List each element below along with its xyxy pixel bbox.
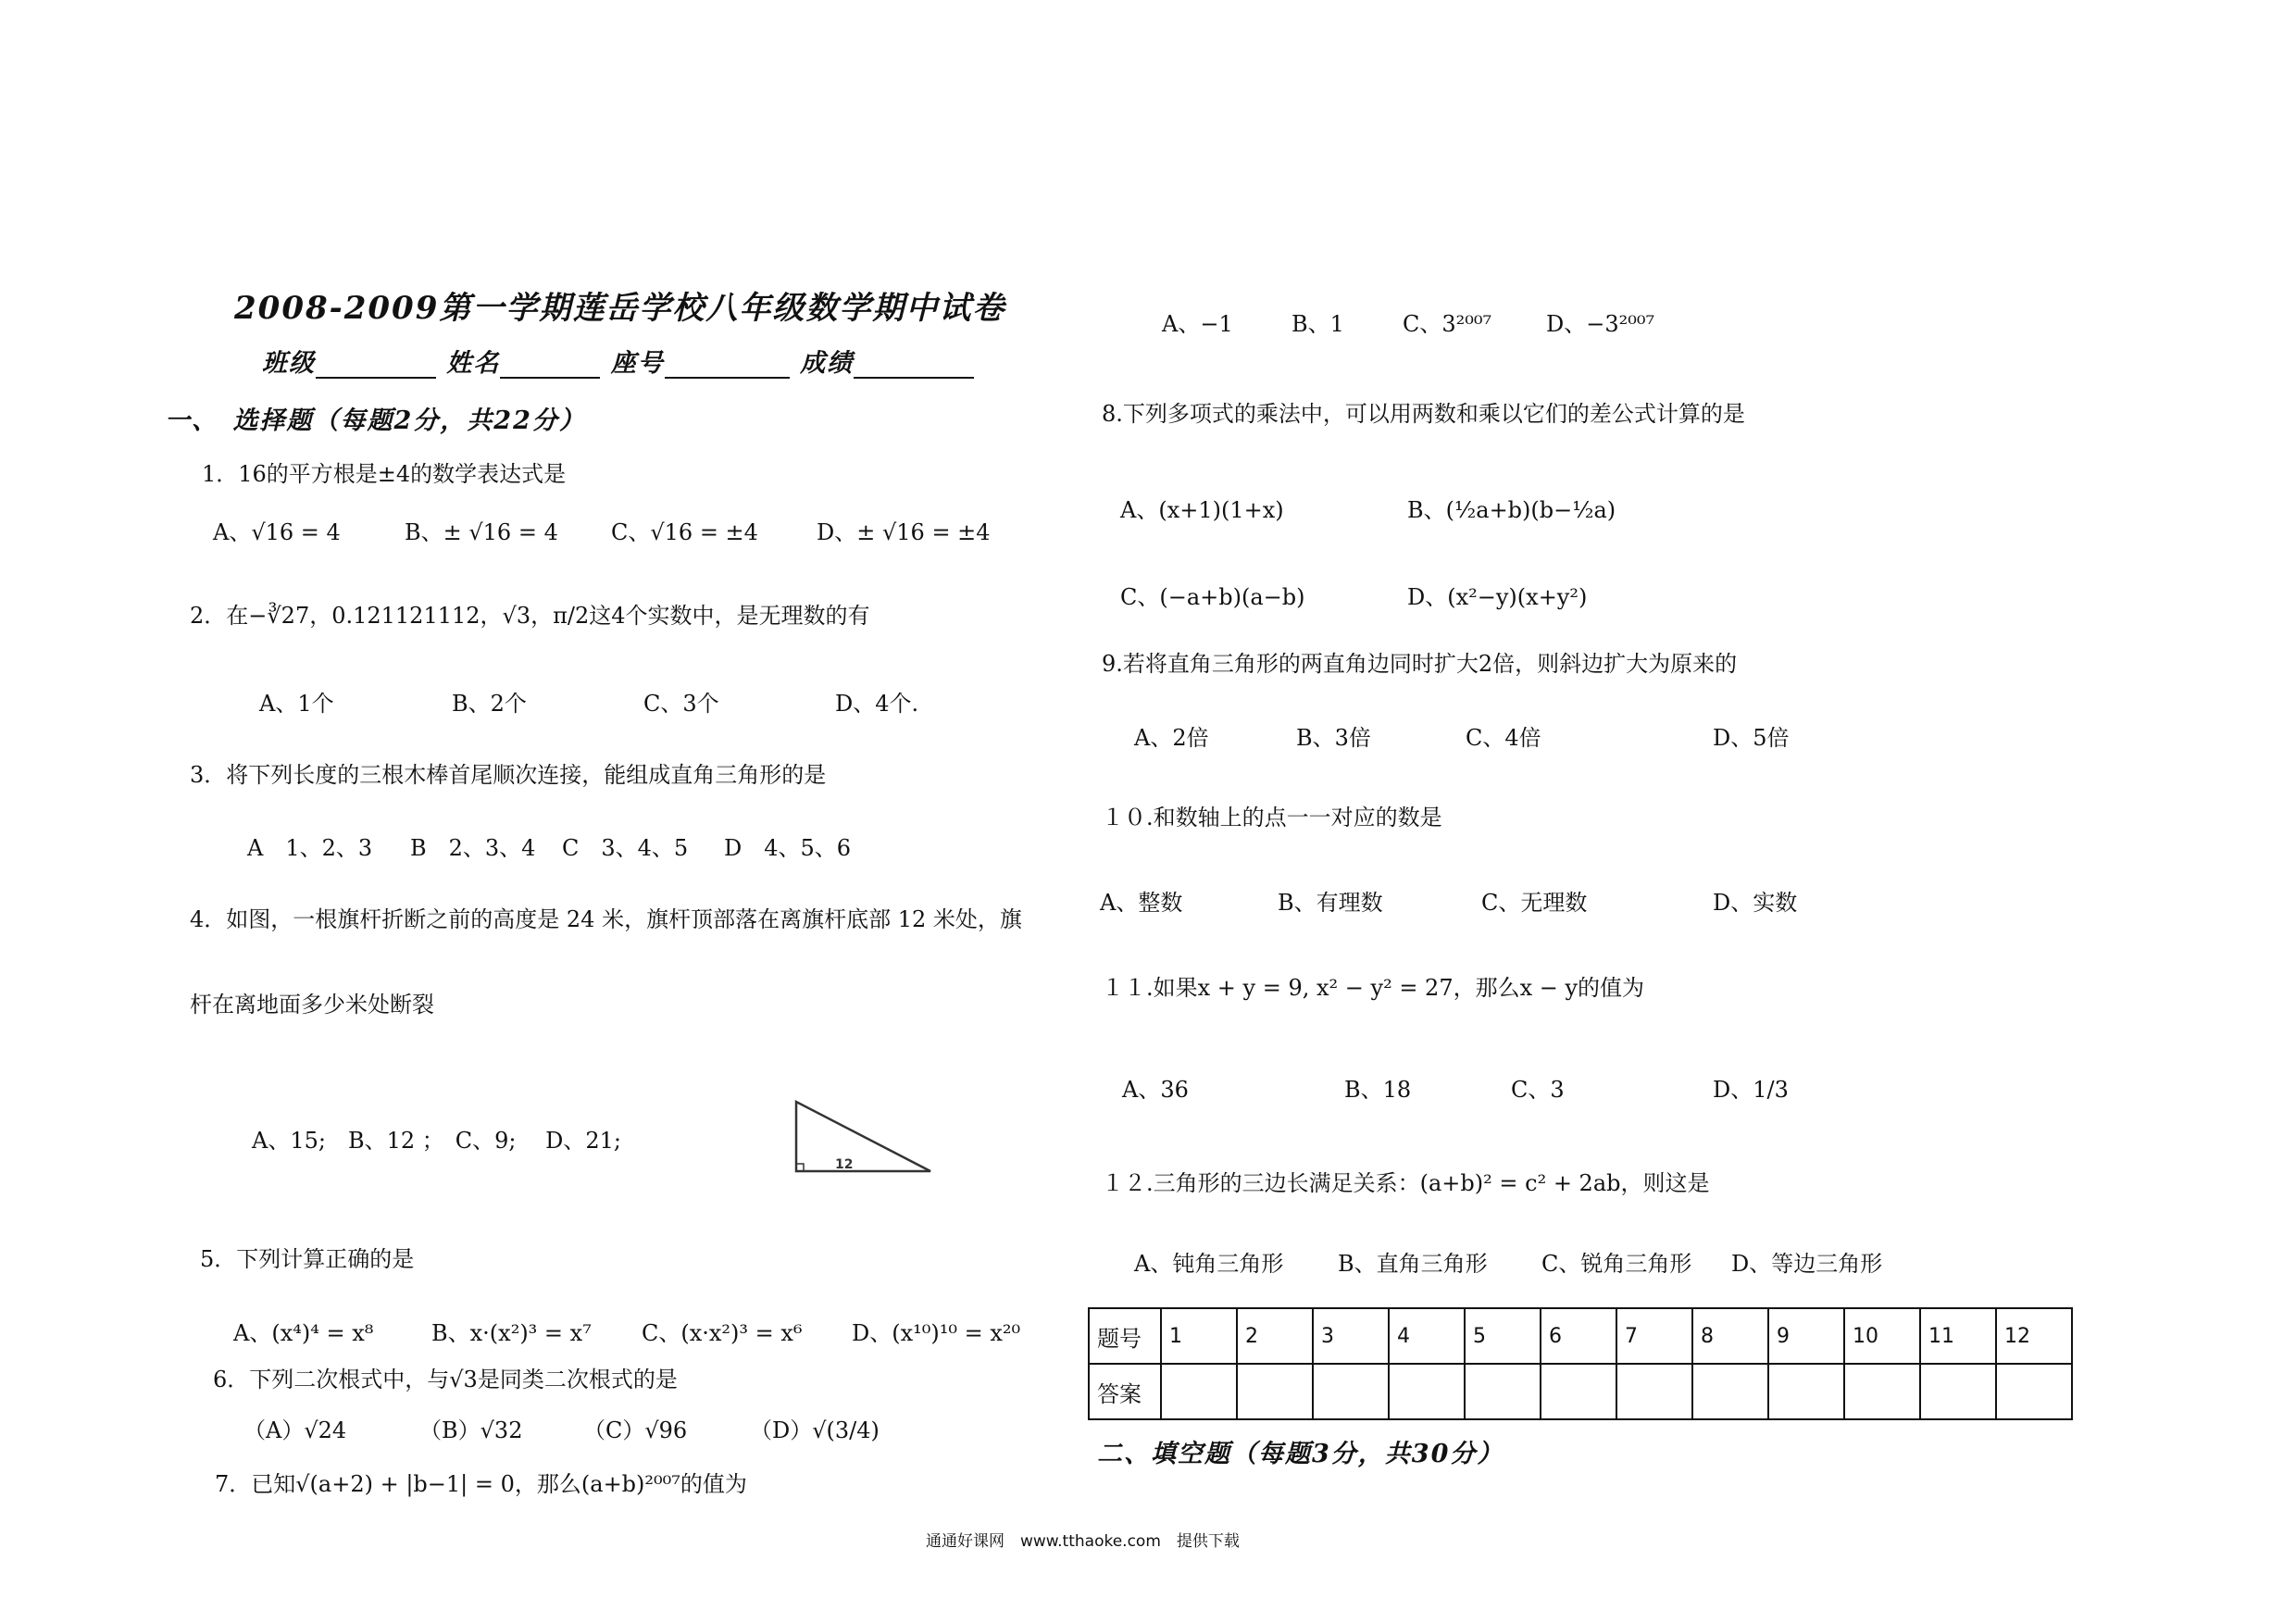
q4-base-label: 12 — [835, 1157, 854, 1172]
q8-option-c: C、(−a+b)(a−b) — [1120, 584, 1305, 610]
name-blank[interactable] — [500, 377, 600, 379]
q4-stem-line1: 4．如图，一根旗杆折断之前的高度是 24 米，旗杆顶部落在离旗杆底部 12 米处，旗 — [190, 906, 1022, 932]
q4-triangle — [796, 1102, 930, 1171]
q7-option-b: B、1 — [1292, 311, 1344, 337]
q1-option-b: B、± √16 = 4 — [405, 519, 558, 545]
answer-cell[interactable] — [1996, 1364, 2072, 1419]
question-number-cell: 1 — [1161, 1308, 1237, 1364]
name-label: 姓名 — [446, 349, 501, 378]
q9-option-c: C、4倍 — [1466, 725, 1541, 751]
question-number-cell: 4 — [1389, 1308, 1465, 1364]
number-row-label: 题号 — [1089, 1308, 1161, 1364]
q2-stem: 2．在−∛27，0.121121112，√3，π/2这4个实数中，是无理数的有 — [190, 603, 870, 629]
q8-option-a: A、(x+1)(1+x) — [1120, 497, 1284, 523]
answer-cell[interactable] — [1161, 1364, 1237, 1419]
q6-stem: 6．下列二次根式中，与√3是同类二次根式的是 — [213, 1367, 678, 1392]
q12-option-a: A、钝角三角形 — [1134, 1251, 1284, 1277]
q5-stem: 5．下列计算正确的是 — [200, 1246, 415, 1272]
answer-cell[interactable] — [1389, 1364, 1465, 1419]
q11-option-a: A、36 — [1122, 1077, 1189, 1103]
student-info-line — [262, 343, 974, 379]
q5-option-d: D、(x¹⁰)¹⁰ = x²⁰ — [852, 1320, 1021, 1346]
answer-table-number-row — [1089, 1308, 2072, 1364]
q4-options: A、15; B、12 ； C、9; D、21; — [252, 1128, 621, 1154]
question-number-cell: 7 — [1616, 1308, 1692, 1364]
q3-stem: 3．将下列长度的三根木棒首尾顺次连接，能组成直角三角形的是 — [190, 762, 827, 788]
score-blank[interactable] — [854, 377, 974, 379]
q7-option-a: A、−1 — [1162, 311, 1233, 337]
question-number-cell: 6 — [1541, 1308, 1616, 1364]
q11-option-c: C、3 — [1511, 1077, 1565, 1103]
q9-option-a: A、2倍 — [1134, 725, 1209, 751]
answer-cell[interactable] — [1844, 1364, 1920, 1419]
q9-option-b: B、3倍 — [1296, 725, 1371, 751]
q1-option-d: D、± √16 = ±4 — [817, 519, 991, 545]
q6-option-b: （B）√32 — [419, 1417, 523, 1443]
question-number-cell: 3 — [1313, 1308, 1389, 1364]
class-blank[interactable] — [316, 377, 436, 379]
seat-label: 座号 — [610, 349, 665, 378]
q3-option-b: B 2、3、4 — [410, 835, 536, 861]
q1-option-a: A、√16 = 4 — [213, 519, 341, 545]
q12-stem: １２.三角形的三边长满足关系：(a+b)² = c² + 2ab，则这是 — [1102, 1170, 1710, 1196]
q5-option-b: B、x·(x²)³ = x⁷ — [431, 1320, 592, 1346]
q1-stem: 1．16的平方根是±4的数学表达式是 — [202, 461, 567, 487]
answer-table — [1088, 1307, 2073, 1420]
answer-cell[interactable] — [1920, 1364, 1996, 1419]
q9-stem: 9.若将直角三角形的两直角边同时扩大2倍，则斜边扩大为原来的 — [1102, 651, 1738, 677]
q5-option-a: A、(x⁴)⁴ = x⁸ — [233, 1320, 374, 1346]
page-title: 2008-2009第一学期莲岳学校八年级数学期中试卷 — [234, 290, 1006, 327]
q2-option-c: C、3个 — [643, 691, 719, 717]
q2-option-a: A、1个 — [259, 691, 334, 717]
answer-cell[interactable] — [1237, 1364, 1313, 1419]
question-number-cell: 8 — [1692, 1308, 1768, 1364]
answer-cell[interactable] — [1692, 1364, 1768, 1419]
answer-cell[interactable] — [1541, 1364, 1616, 1419]
question-number-cell: 2 — [1237, 1308, 1313, 1364]
answer-cell[interactable] — [1768, 1364, 1844, 1419]
question-number-cell: 11 — [1920, 1308, 1996, 1364]
page-footer: 通通好课网 www.tthaoke.com 提供下载 — [926, 1532, 1240, 1551]
q8-option-d: D、(x²−y)(x+y²) — [1407, 584, 1588, 610]
answer-table-answer-row — [1089, 1364, 2072, 1419]
answer-row-label: 答案 — [1089, 1364, 1161, 1419]
q4-triangle-figure — [787, 1097, 935, 1176]
q3-option-d: D 4、5、6 — [724, 835, 852, 861]
q8-option-b: B、(½a+b)(b−½a) — [1407, 497, 1616, 523]
q10-stem: １０.和数轴上的点一一对应的数是 — [1102, 805, 1442, 830]
q2-option-d: D、4个. — [835, 691, 919, 717]
q3-option-a: A 1、2、3 — [247, 835, 373, 861]
question-number-cell: 9 — [1768, 1308, 1844, 1364]
q10-option-c: C、无理数 — [1481, 890, 1588, 916]
class-label: 班级 — [262, 349, 316, 378]
q11-stem: １１.如果x + y = 9, x² − y² = 27，那么x − y的值为 — [1102, 975, 1645, 1001]
q12-option-c: C、锐角三角形 — [1541, 1251, 1692, 1277]
q12-option-d: D、等边三角形 — [1731, 1251, 1883, 1277]
q3-option-c: C 3、4、5 — [562, 835, 689, 861]
answer-cell[interactable] — [1313, 1364, 1389, 1419]
q8-stem: 8.下列多项式的乘法中，可以用两数和乘以它们的差公式计算的是 — [1102, 401, 1745, 427]
q7-option-d: D、−3²⁰⁰⁷ — [1546, 311, 1655, 337]
q10-option-b: B、有理数 — [1278, 890, 1383, 916]
answer-cell[interactable] — [1616, 1364, 1692, 1419]
q5-option-c: C、(x·x²)³ = x⁶ — [642, 1320, 803, 1346]
section2-header: 二、填空题（每题3分，共30分） — [1097, 1440, 1504, 1468]
q4-stem-line2: 杆在离地面多少米处断裂 — [190, 992, 434, 1017]
question-number-cell: 12 — [1996, 1308, 2072, 1364]
question-number-cell: 5 — [1465, 1308, 1541, 1364]
question-number-cell: 10 — [1844, 1308, 1920, 1364]
answer-cell[interactable] — [1465, 1364, 1541, 1419]
q2-option-b: B、2个 — [452, 691, 527, 717]
q6-option-c: （C）√96 — [583, 1417, 688, 1443]
score-label: 成绩 — [800, 349, 855, 378]
q11-option-d: D、1/3 — [1713, 1077, 1789, 1103]
q9-option-d: D、5倍 — [1713, 725, 1790, 751]
q10-option-a: A、整数 — [1100, 890, 1183, 916]
q1-option-c: C、√16 = ±4 — [611, 519, 758, 545]
q7-stem: 7．已知√(a+2) + |b−1| = 0，那么(a+b)²⁰⁰⁷的值为 — [215, 1471, 747, 1497]
section1-header: 一、 选择题（每题2分，共22分） — [165, 406, 586, 435]
q6-option-d: （D）√(3/4) — [750, 1417, 880, 1443]
q6-option-a: （A）√24 — [243, 1417, 347, 1443]
q11-option-b: B、18 — [1344, 1077, 1412, 1103]
q10-option-d: D、实数 — [1713, 890, 1798, 916]
seat-blank[interactable] — [665, 377, 790, 379]
q12-option-b: B、直角三角形 — [1338, 1251, 1488, 1277]
q7-option-c: C、3²⁰⁰⁷ — [1403, 311, 1492, 337]
